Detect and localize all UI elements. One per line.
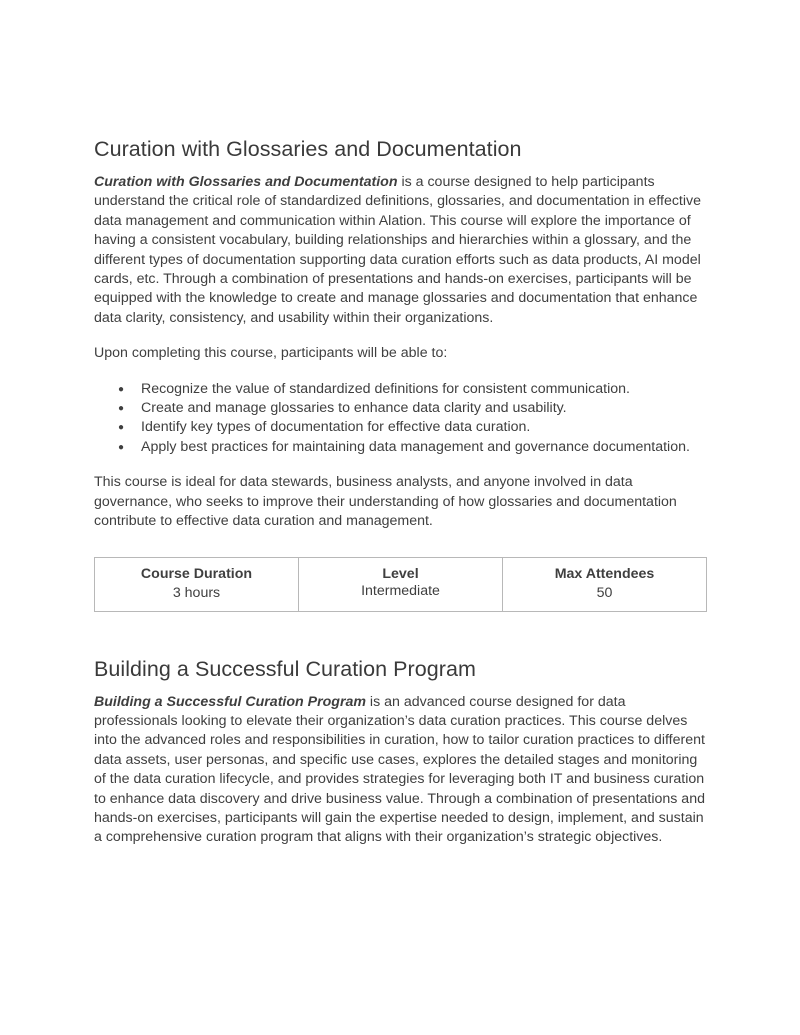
max-attendees-label: Max Attendees bbox=[554, 565, 655, 582]
section-title-glossaries: Curation with Glossaries and Documentation bbox=[94, 137, 522, 161]
course-description-curation-program bbox=[94, 693, 708, 848]
section-curation-program bbox=[94, 654, 708, 848]
outcomes-list bbox=[94, 380, 708, 458]
section-title-curation-program: Building a Successful Curation Program bbox=[94, 656, 476, 681]
max-attendees-value: 50 bbox=[596, 584, 613, 601]
course-info-table bbox=[94, 557, 707, 612]
course-name-emphasis: Building a Successful Curation Program bbox=[94, 693, 366, 710]
course-name-emphasis: Curation with Glossaries and Documentation bbox=[94, 174, 398, 190]
level-label: Level bbox=[382, 565, 419, 582]
course-description-text: is a course designed to help participants understand the critical role of standardized definitions, glossaries, and documentation in effective data management and communication within Alation. This course will explore the importance of having a consistent vocabulary, building relationships and hierarchies within a glossary, and the different types of documentation supporting data curation efforts such as data products, AI model cards, etc. Through a combination of presentations and hands-on exercises, participants will be equipped with the knowledge to create and manage glossaries and documentation that enhance data clarity, consistency, and usability within their organizations. bbox=[94, 174, 702, 326]
course-description-glossaries bbox=[94, 173, 708, 328]
list-item: ● Create and manage glossaries to enhance data clarity and usability. bbox=[141, 399, 708, 418]
document-page bbox=[94, 134, 708, 848]
outcomes-intro: Upon completing this course, participants will be able to: bbox=[94, 345, 448, 362]
course-description-text: is an advanced course designed for data professionals looking to elevate their organization’s data curation practices. This course delves into the advanced roles and responsibilities in curation, how to tailor curation practices to different data assets, user personas, and specific use cases, explores the detailed stages and monitoring of the data curation lifecycle, and provides strategies for leveraging both IT and business curation to enhance data discovery and drive business value. Through a combination of presentations and hands-on exercises, participants will gain the expertise needed to design, implement, and sustain a comprehensive curation program that aligns with their organization’s strategic objectives. bbox=[94, 693, 705, 846]
list-item: ● Recognize the value of standardized definitions for consistent communication. bbox=[141, 380, 708, 399]
level-value: Intermediate bbox=[361, 582, 440, 599]
list-item: ● Identify key types of documentation for effective data curation. bbox=[141, 418, 708, 437]
max-attendees-cell bbox=[503, 557, 707, 611]
course-duration-label: Course Duration bbox=[140, 565, 253, 582]
level-cell bbox=[299, 557, 503, 611]
course-duration-cell bbox=[95, 557, 299, 611]
list-item: ● Apply best practices for maintaining data management and governance documentation. bbox=[141, 438, 708, 457]
audience-description: This course is ideal for data stewards, business analysts, and anyone involved in data governance, who seeks to improve their understanding of how glossaries and documentation contribute to effective data curation and management. bbox=[94, 474, 677, 530]
course-duration-value: 3 hours bbox=[172, 584, 221, 601]
